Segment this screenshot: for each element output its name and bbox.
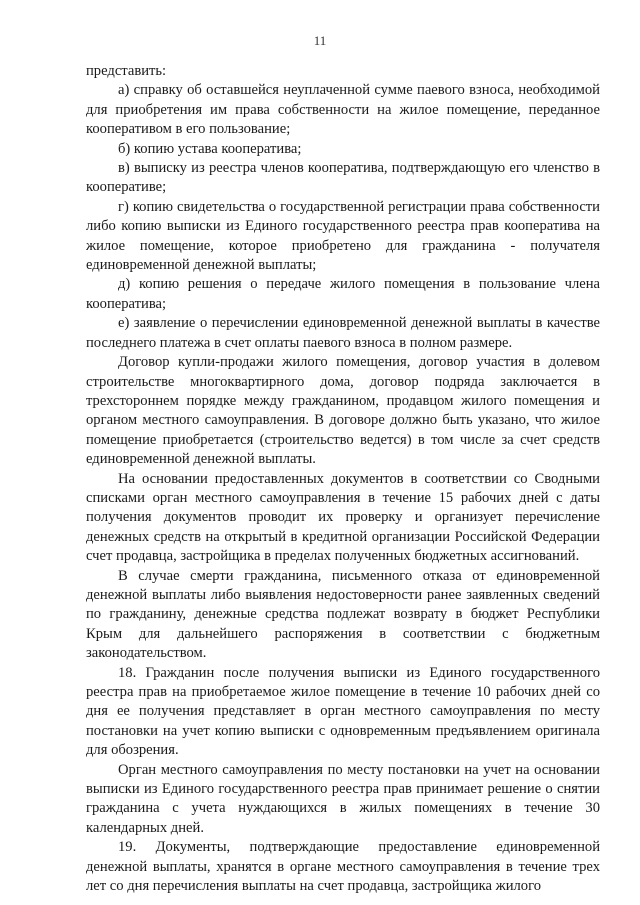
list-item-a: а) справку об оставшейся неуплаченной сумме паевого взноса, необходимой для приобретения им права собственности на жилое помещение, переданное кооперативом в его пользование; xyxy=(86,82,600,138)
list-item-v: в) выписку из реестра членов кооператива, подтверждающую его членство в кооперативе; xyxy=(86,160,600,196)
paragraph-item-18: 18. Гражданин после получения выписки из Единого государственного реестра прав на приобретаемое жилое помещение в течение 10 рабочих дней со дня ее получения представляет в орган местного самоуправления по месту постановки на учет копию выписки с одновременным предъявлением оригинала для обозрения. xyxy=(86,664,600,759)
paragraph-intro: представить: xyxy=(86,63,167,79)
paragraph-documents-check: На основании предоставленных документов в соответствии со Сводными списками орган местного самоуправления в течение 15 рабочих дней с даты получения документов проводит их проверку и организует перечисление денежных средств на открытый в кредитной организации Российской Федерации счет продавца, застройщика в пределах полученных бюджетных ассигнований. xyxy=(86,470,600,565)
paragraph-refund: В случае смерти гражданина, письменного отказа от единовременной денежной выплаты либо выявления недостоверности ранее заявленных сведений по гражданину, денежные средства подлежат возврату в бюджет Республики Крым для дальнейшего распоряжения в соответствии с бюджетным законодательством. xyxy=(86,567,600,662)
paragraph-item-19: 19. Документы, подтверждающие предоставление единовременной денежной выплаты, хранятся в органе местного самоуправления в течение трех лет со дня перечисления выплаты на счет продавца, застройщика жилого xyxy=(86,839,600,895)
list-item-b: б) копию устава кооператива; xyxy=(118,140,302,157)
page-number: 11 xyxy=(313,33,327,48)
list-item-d: д) копию решения о передаче жилого помещения в пользование члена кооператива; xyxy=(86,276,600,312)
list-item-e: е) заявление о перечислении единовременной денежной выплаты в качестве последнего платежа в счет оплаты паевого взноса в полном размере. xyxy=(86,315,600,351)
paragraph-contract: Договор купли-продажи жилого помещения, договор участия в долевом строительстве многоквартирного дома, договор подряда заключается в трехстороннем порядке между гражданином, продавцом жилого помещения и органом местного самоуправления. В договоре должно быть указано, что жилое помещение приобретается (строительство ведется) в том числе за счет средств единовременной денежной выплаты. xyxy=(86,354,600,468)
list-item-g: г) копию свидетельства о государственной регистрации права собственности либо копию выписки из Единого государственного реестра прав кооператива на жилое помещение, которое приобретено для гражданина - получателя единовременной денежной выплаты; xyxy=(86,198,600,274)
paragraph-deregistration: Орган местного самоуправления по месту постановки на учет на основании выписки из Единого государственного реестра прав принимает решение о снятии гражданина с учета нуждающихся в жилых помещениях в течение 30 календарных дней. xyxy=(86,761,600,836)
document-body xyxy=(86,62,600,896)
